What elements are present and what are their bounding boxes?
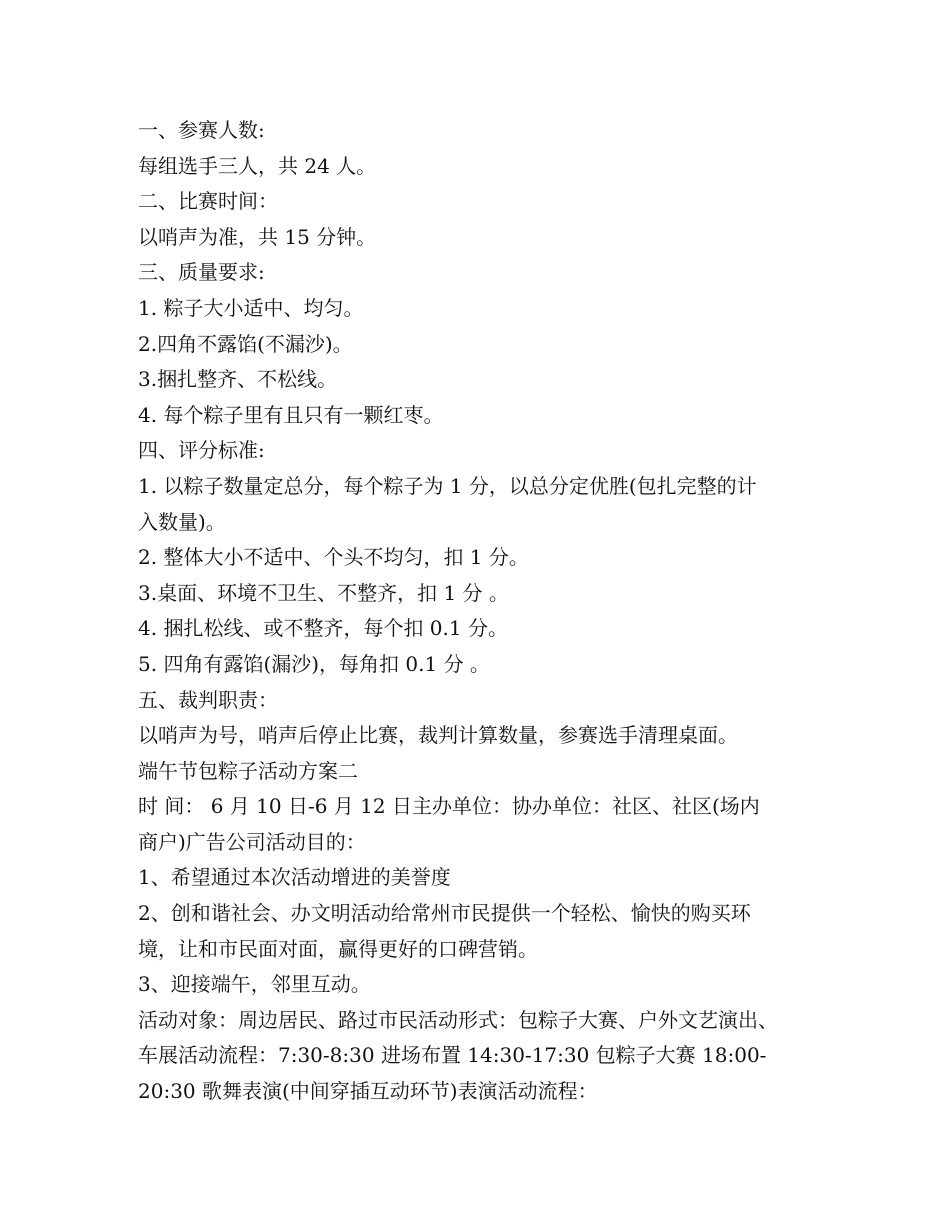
text-line: 一、参赛人数: [138,118,265,142]
section-title: 端午节包粽子活动方案二 [138,758,358,783]
text-line: 境，让和市民面对面，赢得更好的口碑营销。 [138,936,538,961]
text-line: 1. 粽子大小适中、均匀。 [138,295,364,320]
text-line: 2. 整体大小不适中、个头不均匀，扣 1 分。 [138,545,529,570]
text-line: 二、比赛时间： [138,189,278,214]
text-line: 四、评分标准: [138,438,265,463]
text-line: 商户)广告公司活动目的： [138,829,366,854]
text-line: 时 间： 6 月 10 日-6 月 12 日主办单位：协办单位：社区、社区(场内 [138,794,760,819]
text-line: 五、裁判职责： [138,687,278,712]
document-body [138,113,828,1110]
text-line: 2.四角不露馅(不漏沙)。 [138,331,353,356]
text-line: 每组选手三人，共 24 人。 [138,153,377,178]
text-line: 3、迎接端午，邻里互动。 [138,972,371,997]
text-line: 2、创和谐社会、办文明活动给常州市民提供一个轻松、愉快的购买环 [138,901,751,926]
text-line: 车展活动流程：7:30-8:30 进场布置 14:30-17:30 包粽子大赛 18:00- [138,1043,767,1068]
text-line: 以哨声为准，共 15 分钟。 [138,224,377,249]
text-line: 3.捆扎整齐、不松线。 [138,367,338,392]
text-line: 4. 捆扎松线、或不整齐，每个扣 0.1 分。 [138,616,508,641]
text-line: 1. 以粽子数量定总分，每个粽子为 1 分，以总分定优胜(包扎完整的计 [138,473,757,498]
text-line: 1、希望通过本次活动增进的美誉度 [138,865,451,890]
text-line: 活动对象：周边居民、路过市民活动形式：包粽子大赛、户外文艺演出、 [138,1007,778,1032]
text-line: 入数量)。 [138,509,226,534]
text-line: 三、质量要求: [138,260,265,285]
text-line: 5. 四角有露馅(漏沙)，每角扣 0.1 分 。 [138,651,490,676]
text-line: 3.桌面、环境不卫生、不整齐，扣 1 分 。 [138,580,509,605]
text-line: 4. 每个粽子里有且只有一颗红枣。 [138,402,444,427]
text-line: 20:30 歌舞表演(中间穿插互动环节)表演活动流程： [138,1079,598,1104]
text-line: 以哨声为号，哨声后停止比赛，裁判计算数量，参赛选手清理桌面。 [138,723,738,748]
